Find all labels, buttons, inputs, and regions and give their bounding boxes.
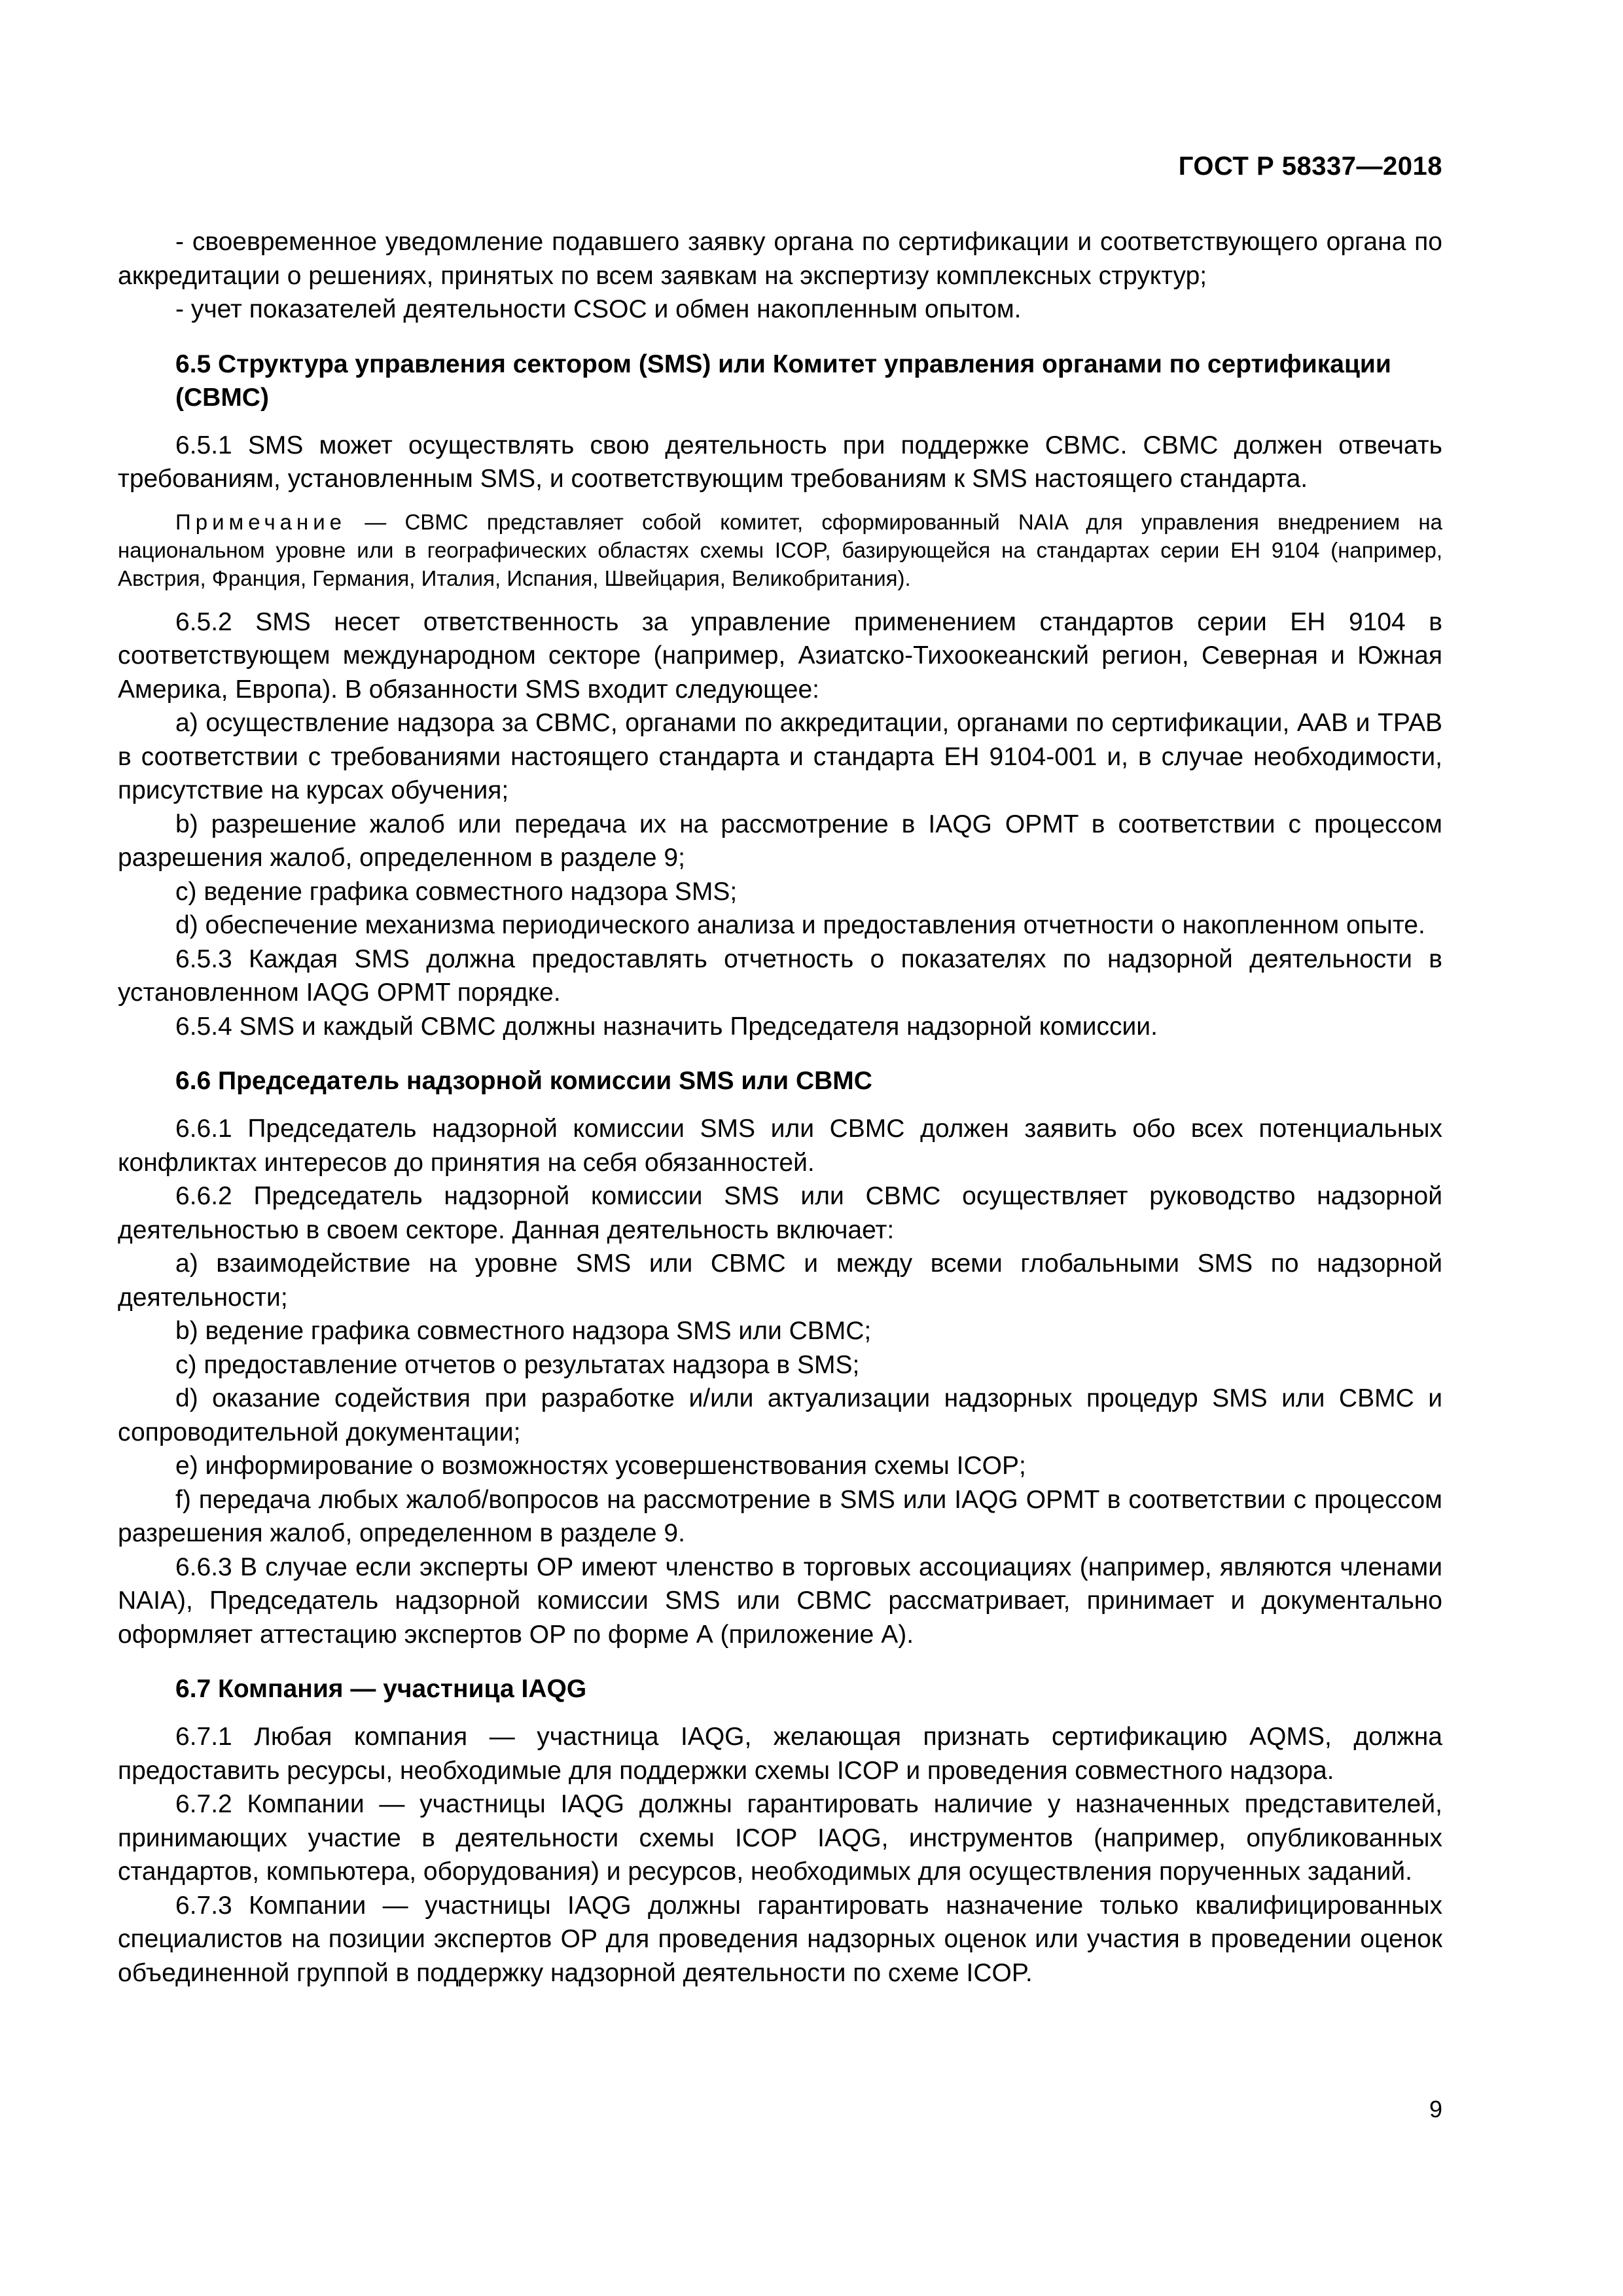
note	[118, 508, 1442, 592]
page-number: 9	[1429, 2096, 1442, 2123]
document-body	[118, 225, 1442, 1990]
paragraph-6-6-2: 6.6.2 Председатель надзорной комиссии SMS или CBMC осуществляет руководство надзорной деятельностью в своем секторе. Данная деятельность включает:	[118, 1182, 1442, 1244]
paragraph: - своевременное уведомление подавшего заявку органа по сертификации и соответствующего органа по аккредитации о решениях, принятых по всем заявкам на экспертизу комплексных структур;	[118, 228, 1442, 290]
note-text: — CBMC представляет собой комитет, сформированный NAIA для управления внедрением на национальном уровне или в географических областях схемы ICOP, базирующейся на стандартах серии ЕН 9104 (например, Австрия, Франция, Германия, Италия, Испания, Швейцария, Великобритания).	[118, 509, 1442, 590]
document-code: ГОСТ Р 58337—2018	[1178, 152, 1442, 181]
list-item: d) оказание содействия при разработке и/или актуализации надзорных процедур SMS или CBMC и сопроводительной документации;	[118, 1384, 1442, 1446]
paragraph-6-6-3: 6.6.3 В случае если эксперты OP имеют членство в торговых ассоциациях (например, являются членами NAIA), Председатель надзорной комиссии SMS или CBMC рассматривает, принимает и документально оформляет аттестацию экспертов OP по форме А (приложение А).	[118, 1552, 1442, 1649]
paragraph-6-7-1: 6.7.1 Любая компания — участница IAQG, желающая признать сертификацию AQMS, должна предоставить ресурсы, необходимые для поддержки схемы ICOP и проведения совместного надзора.	[118, 1723, 1442, 1785]
section-heading-6-7: 6.7 Компания — участница IAQG	[175, 1675, 587, 1703]
list-item: a) осуществление надзора за CBMC, органами по аккредитации, органами по сертификации, AAB и TPAB в соответствии с требованиями настоящего стандарта и стандарта ЕН 9104-001 и, в случае необходимости, присутствие на курсах обучения;	[118, 709, 1442, 804]
paragraph-6-5-3: 6.5.3 Каждая SMS должна предоставлять отчетность о показателях по надзорной деятельности в установленном IAQG OPMT порядке.	[118, 944, 1442, 1007]
list-item: b) разрешение жалоб или передача их на рассмотрение в IAQG OPMT в соответствии с процессом разрешения жалоб, определенном в разделе 9;	[118, 810, 1442, 872]
paragraph-6-7-2: 6.7.2 Компании — участницы IAQG должны гарантировать наличие у назначенных представителей, принимающих участие в деятельности схемы ICOP IAQG, инструментов (например, опубликованных стандартов, компьютера, оборудования) и ресурсов, необходимых для осуществления порученных заданий.	[118, 1790, 1442, 1886]
paragraph: - учет показателей деятельности CSOC и обмен накопленным опытом.	[175, 295, 1022, 323]
section-heading-6-5: 6.5 Структура управления сектором (SMS) или Комитет управления органами по сертификации (CBMC)	[175, 350, 1391, 412]
paragraph-6-5-1: 6.5.1 SMS может осуществлять свою деятельность при поддержке CBMC. CBMC должен отвечать требованиям, установленным SMS, и соответствующим требованиям к SMS настоящего стандарта.	[118, 431, 1442, 493]
section-heading-6-6: 6.6 Председатель надзорной комиссии SMS или CBMC	[175, 1067, 872, 1095]
list-item: e) информирование о возможностях усовершенствования схемы ICOP;	[175, 1452, 1026, 1480]
paragraph-6-7-3: 6.7.3 Компании — участницы IAQG должны гарантировать назначение только квалифицированных специалистов на позиции экспертов OP для проведения надзорных оценок или участия в проведении оценок объединенной группой в поддержку надзорной деятельности по схеме ICOP.	[118, 1891, 1442, 1987]
paragraph-6-5-4: 6.5.4 SMS и каждый CBMC должны назначить Председателя надзорной комиссии.	[175, 1012, 1158, 1041]
list-item: f) передача любых жалоб/вопросов на рассмотрение в SMS или IAQG OPMT в соответствии с процессом разрешения жалоб, определенном в разделе 9.	[118, 1485, 1442, 1547]
list-item: d) обеспечение механизма периодического анализа и предоставления отчетности о накопленном опыте.	[175, 911, 1425, 939]
paragraph-6-6-1: 6.6.1 Председатель надзорной комиссии SMS или CBMC должен заявить обо всех потенциальных конфликтах интересов до принятия на себя обязанностей.	[118, 1115, 1442, 1177]
paragraph-6-5-2: 6.5.2 SMS несет ответственность за управление применением стандартов серии ЕН 9104 в соответствующем международном секторе (например, Азиатско-Тихоокеанский регион, Северная и Южная Америка, Европа). В обязанности SMS входит следующее:	[118, 607, 1442, 704]
list-item: c) ведение графика совместного надзора SMS;	[175, 877, 738, 906]
list-item: a) взаимодействие на уровне SMS или CBMC и между всеми глобальными SMS по надзорной деятельности;	[118, 1249, 1442, 1312]
list-item: b) ведение графика совместного надзора SMS или CBMC;	[175, 1317, 872, 1345]
note-label: Примечание	[175, 509, 347, 534]
list-item: c) предоставление отчетов о результатах надзора в SMS;	[175, 1350, 860, 1379]
